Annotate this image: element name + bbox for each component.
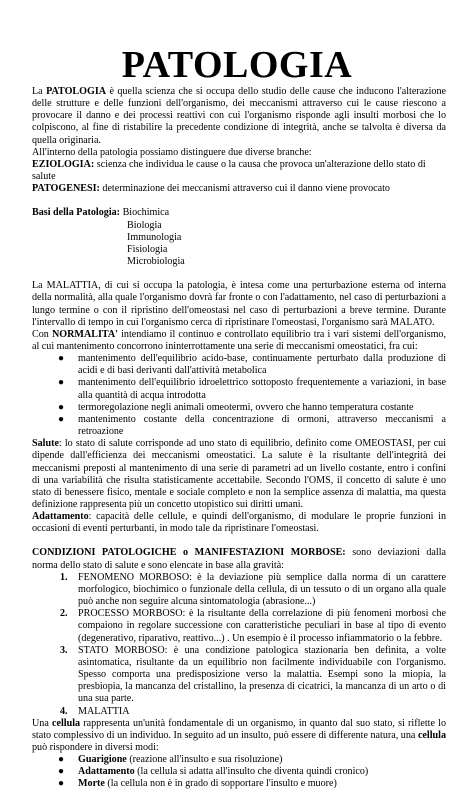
bullet-icon: ● [58,401,65,413]
cell-response-list [32,754,446,790]
eziologia-definition: EZIOLOGIA: scienza che individua le cause o la causa che provoca un'alterazione dello stato di salute [32,158,426,183]
list-item: ● termoregolazione negli animali omeotermi, ovvero che hanno temperatura costante [58,401,414,413]
list-item: 1. FENOMENO MORBOSO: è la deviazione più semplice dalla norma di un carattere morfologico, biochimico o funzionale della cellula, di un tessuto o di un organo alla quale può anche non seguire alcuna sintomatologia (abrasione...) [60,571,446,608]
bullet-icon: ● [58,413,65,425]
homeostasis-list [32,353,446,438]
document-body [32,86,446,791]
intro-paragraph: La PATOLOGIA è quella scienza che si occupa dello studio delle cause che inducono l'alterazione delle strutture e delle funzioni dell'organismo, dei meccanismi attraverso cui le cause riescono a provocare il danno e dei processi reattivi con cui l'organismo risponde agli insulti morbosi che lo colpiscono, al fine di ristabilire la precedente condizione di integrità, anche se talvolta è diversa da quella originaria. [32,86,446,146]
cellula-paragraph: Una cellula rappresenta un'unità fondamentale di un organismo, in quanto dal suo stato, si riflette lo stato complessivo di un individuo. In seguito ad un insulto, può essere di differente natura, una cellula può rispondere in diversi modi: [32,717,446,753]
basi-item: Biologia [127,219,162,231]
bullet-icon: ● [58,353,65,365]
salute-paragraph: Salute: lo stato di salute corrisponde ad uno stato di equilibrio, definito come OMEOSTASI, per cui dipende dall'efficienza dei meccanismi omeostatici. La salute è la risultante dell'integrità dei meccanismi preposti al mantenimento di una serie di parametri ad un livello costante, entro i confini di una variabilità che risulta statisticamente accettabile. Secondo l'OMS, il concetto di salute è uno stato di benessere fisico, mentale e sociale completo e non la semplice assenza di malattia, ma questa definizione rappresenta più un concetto utopistico sui diritti umani. [32,438,446,510]
list-item: ● Morte (la cellula non è in grado di sopportare l'insulto e muore) [58,778,337,790]
branches-line: All'interno della patologia possiamo distinguere due diverse branche: [32,146,312,158]
basi-item: Immunologia [127,231,182,243]
bullet-icon: ● [58,766,65,778]
patogenesi-definition: PATOGENESI: determinazione dei meccanismi attraverso cui il danno viene provocato [32,183,390,195]
list-item: 4. MALATTIA [60,705,130,717]
basi-list [32,220,446,269]
malattia-paragraph: La MALATTIA, di cui si occupa la patologia, è intesa come una perturbazione esterna od interna della normalità, alla quale l'organismo dovrà far fronte o con l'adattamento, nel caso di perturbazioni a lungo termine o con il ripristino dell'omeostasi nel caso di perturbazioni a breve termine. Durante l'intervallo di tempo in cui l'organismo cerca di ripristinare l'omeostasi, l'organismo sarà MALATO. [32,280,447,328]
list-item: ● mantenimento dell'equilibrio idroelettrico sottoposto frequentemente a variazioni, in base alla quantità di acqua introdotta [58,377,446,401]
list-item: ● mantenimento costante della concentrazione di ormoni, attraverso meccanismi a retroazione [58,413,446,438]
bullet-icon: ● [58,754,65,766]
list-item: 2. PROCESSO MORBOSO: è la risultante della correlazione di più fenomeni morbosi che compaiono in regolare successione con caratteristiche peculiari in base al tipo di evento (degenerativo, riparativo, reattivo...) . Un esempio è il processo infiammatorio o la febbre. [60,608,446,644]
bullet-icon: ● [58,778,65,790]
bullet-icon: ● [58,377,65,389]
list-item: 3. STATO MORBOSO: è una condizione patologica stazionaria ben definita, a volte asintomatica, risultante da un equilibrio non facilmente individuabile con l'organismo. Spesso comporta una predisposizione verso la malattia. Esempi sono la miopia, la presbiopia, la mancanza del cristallino, la presenza di cicatrici, la mancanza di un arto o di una sua parte. [60,644,446,705]
list-item: ● mantenimento dell'equilibrio acido-base, continuamente perturbato dalla produzione di acidi e di basi derivanti dall'attività metabolica [58,353,446,377]
basi-item: Microbiologia [127,256,185,268]
list-item: ● Adattamento (la cellula si adatta all'insulto che diventa quindi cronico) [58,766,369,778]
page-title: PATOLOGIA [121,44,353,86]
condizioni-list [32,572,446,718]
basi-item: Fisiologia [127,243,168,255]
basi-section [32,207,446,268]
normalita-paragraph: Con NORMALITA' intendiamo il continuo e controllato equilibrio tra i vari sistemi dell'organismo, al cui mantenimento concorrono ininterrottamente una serie di meccanismi omeostatici, fra cui: [32,328,446,352]
adattamento-paragraph: Adattamento: capacità delle cellule, e quindi dell'organismo, di modulare le proprie funzioni in occasioni di eventi perturbanti, in modo tale da ripristinare l'omeostasi. [32,511,446,535]
list-item: ● Guarigione (reazione all'insulto e sua risoluzione) [58,754,283,766]
condizioni-heading: CONDIZIONI PATOLOGICHE o MANIFESTAZIONI MORBOSE: sono deviazioni dalla norma dello stato di salute e sono elencate in base alla gravità: [32,547,447,571]
basi-first-line: Basi della Patologia: Biochimica [32,207,170,219]
